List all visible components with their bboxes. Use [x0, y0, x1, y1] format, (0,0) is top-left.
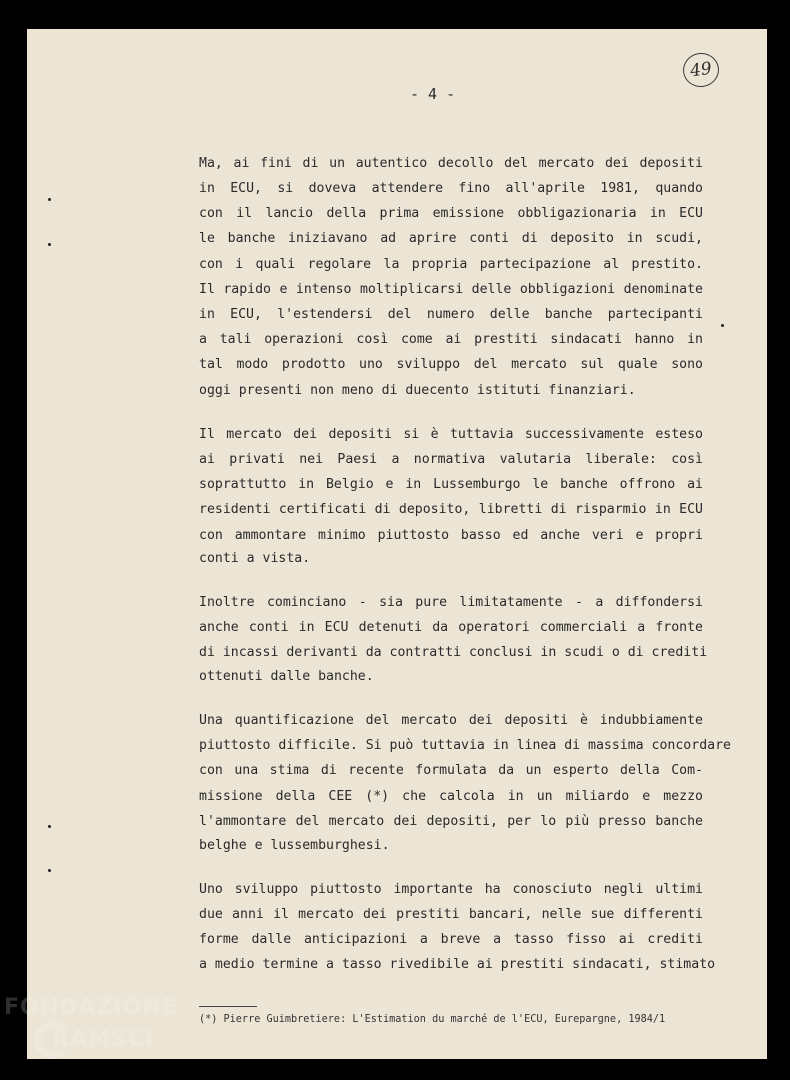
- text-line: in ECU, l'estendersi del numero delle banche partecipanti: [199, 307, 703, 322]
- text-line: con i quali regolare la propria partecipazione al prestito.: [199, 257, 703, 272]
- text-line: di incassi derivanti da contratti conclusi in scudi o di crediti: [199, 645, 708, 660]
- text-line: soprattutto in Belgio e in Lussemburgo le banche offrono ai: [199, 477, 703, 492]
- text-line: Inoltre cominciano - sia pure limitatamente - a diffondersi: [199, 595, 703, 610]
- text-line: forme dalle anticipazioni a breve a tasso fisso ai crediti: [199, 932, 703, 947]
- watermark-line-1: FONDAZIONE: [4, 995, 178, 1020]
- text-line: le banche iniziavano ad aprire conti di deposito in scudi,: [199, 231, 703, 246]
- text-line: a medio termine a tasso rivedibile ai prestiti sindacati, stimato: [199, 957, 716, 972]
- text-line: belghe e lussemburghesi.: [199, 838, 390, 853]
- text-line: l'ammontare del mercato dei depositi, per lo più presso banche: [199, 814, 703, 829]
- archive-watermark: [4, 994, 178, 1059]
- text-line: a tali operazioni così come ai prestiti sindacati hanno in: [199, 332, 703, 347]
- text-line: in ECU, si doveva attendere fino all'aprile 1981, quando: [199, 181, 703, 196]
- text-line: con ammontare minimo piuttosto basso ed anche veri e propri: [199, 528, 703, 543]
- text-line: Ma, ai fini di un autentico decollo del mercato dei depositi: [199, 156, 703, 171]
- archive-number-stamp: 49: [681, 51, 721, 90]
- margin-speck: [48, 243, 51, 246]
- text-line: Il rapido e intenso moltiplicarsi delle obbligazioni denominate: [199, 282, 703, 297]
- document-page: [27, 29, 767, 1059]
- text-line: Una quantificazione del mercato dei depositi è indubbiamente: [199, 713, 703, 728]
- text-line: ai privati nei Paesi a normativa valutaria liberale: così: [199, 452, 703, 467]
- text-line: conti a vista.: [199, 551, 311, 566]
- text-line: due anni il mercato dei prestiti bancari, nelle sue differenti: [199, 907, 703, 922]
- margin-speck: [48, 825, 51, 828]
- text-line: Il mercato dei depositi si è tuttavia successivamente esteso: [199, 427, 703, 442]
- margin-speck: [48, 869, 51, 872]
- watermark-line-2: RAMSCI: [52, 1027, 155, 1052]
- text-line: ottenuti dalle banche.: [199, 669, 374, 684]
- text-line: piuttosto difficile. Si può tuttavia in linea di massima concordare: [199, 738, 731, 753]
- text-line: Uno sviluppo piuttosto importante ha conosciuto negli ultimi: [199, 882, 703, 897]
- text-line: missione della CEE (*) che calcola in un miliardo e mezzo: [199, 789, 703, 804]
- margin-speck: [721, 324, 724, 327]
- text-line: tal modo prodotto uno sviluppo del mercato sul quale sono: [199, 357, 703, 372]
- margin-speck: [48, 198, 51, 201]
- text-line: anche conti in ECU detenuti da operatori commerciali a fronte: [199, 620, 703, 635]
- text-line: residenti certificati di deposito, libretti di risparmio in ECU: [199, 502, 703, 517]
- footnote: (*) Pierre Guimbretiere: L'Estimation du marché de l'ECU, Eurepargne, 1984/1: [199, 1014, 666, 1025]
- page-number: - 4 -: [410, 85, 456, 103]
- text-line: oggi presenti non meno di duecento istituti finanziari.: [199, 383, 636, 398]
- footnote-rule: [199, 1006, 257, 1007]
- text-line: con il lancio della prima emissione obbligazionaria in ECU: [199, 206, 703, 221]
- text-line: con una stima di recente formulata da un esperto della Com-: [199, 763, 703, 778]
